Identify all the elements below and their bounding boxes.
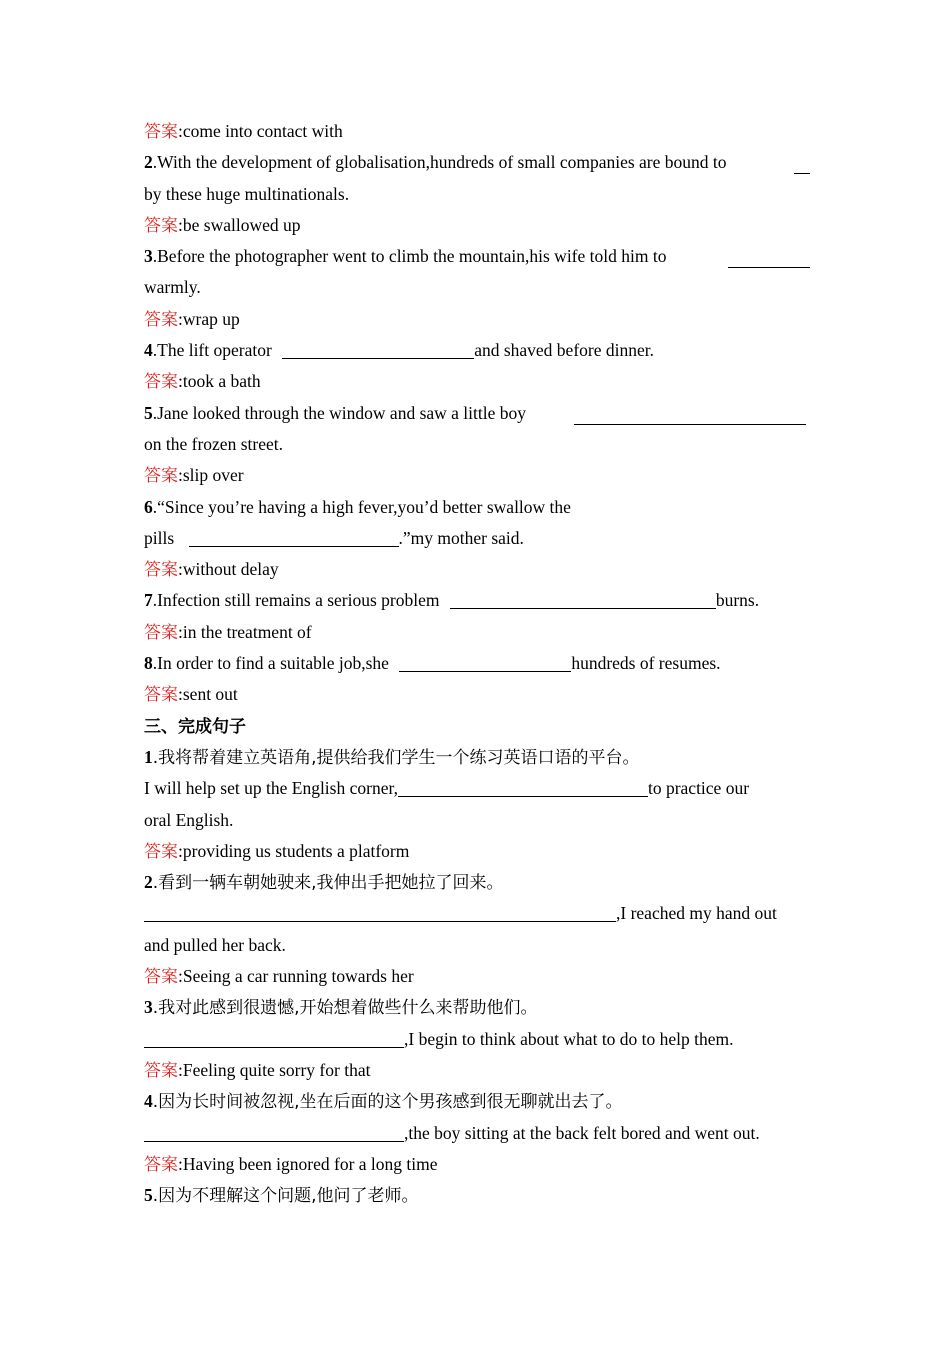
question-text: ,the boy sitting at the back felt bored and went out. xyxy=(404,1122,760,1143)
chinese-prompt: .因为不理解这个问题,他问了老师。 xyxy=(152,1186,419,1207)
worksheet-page xyxy=(144,116,810,1211)
question-number: 5 xyxy=(144,402,153,423)
question-number: 2 xyxy=(144,872,153,893)
question-number: 5 xyxy=(144,1185,153,1206)
question-text: .”my mother said. xyxy=(398,527,524,548)
question-text: by these huge multinationals. xyxy=(144,183,350,204)
answer-text: :Seeing a car running towards her xyxy=(178,966,414,987)
question-line xyxy=(144,272,810,303)
question-text: .Before the photographer went to climb the mountain,his wife told him to xyxy=(152,246,667,267)
question-text: burns. xyxy=(715,590,760,611)
question-text: warmly. xyxy=(144,277,201,298)
question-number: 6 xyxy=(144,496,153,517)
answer-text: :be swallowed up xyxy=(178,214,301,235)
answer-line xyxy=(144,304,810,335)
chinese-prompt: .看到一辆车朝她驶来,我伸出手把她拉了回来。 xyxy=(152,873,504,894)
sentence-prompt xyxy=(144,992,810,1023)
answer-text: :sent out xyxy=(178,684,238,705)
question-line xyxy=(144,429,810,460)
question-text: .The lift operator xyxy=(152,340,272,361)
question-text: to practice our xyxy=(647,778,750,799)
answer-line xyxy=(144,116,810,147)
question-text: .In order to find a suitable job,she xyxy=(152,653,389,674)
question-line xyxy=(144,585,810,616)
answer-label: 答案 xyxy=(144,967,178,988)
question-line xyxy=(144,898,810,929)
question-text: I will help set up the English corner, xyxy=(144,778,398,799)
answer-label: 答案 xyxy=(144,372,178,393)
answer-text: :come into contact with xyxy=(178,121,343,141)
section-heading xyxy=(144,711,810,742)
answer-label: 答案 xyxy=(144,122,178,142)
answer-line xyxy=(144,210,810,241)
fill-blank[interactable] xyxy=(144,1140,404,1142)
question-line xyxy=(144,241,810,272)
sentence-prompt xyxy=(144,742,810,773)
answer-label: 答案 xyxy=(144,560,178,581)
question-number: 7 xyxy=(144,590,153,611)
chinese-prompt: .因为长时间被忽视,坐在后面的这个男孩感到很无聊就出去了。 xyxy=(152,1092,623,1113)
question-line xyxy=(144,648,810,679)
fill-blank[interactable] xyxy=(574,423,806,425)
question-text: .Jane looked through the window and saw a little boy xyxy=(152,402,527,423)
answer-line xyxy=(144,554,810,585)
answer-text: :providing us students a platform xyxy=(178,840,410,861)
question-line xyxy=(144,1024,810,1055)
section-title: 三、完成句子 xyxy=(144,716,246,737)
question-line xyxy=(144,492,810,523)
question-text: and shaved before dinner. xyxy=(474,340,654,361)
fill-blank[interactable] xyxy=(398,795,648,797)
question-line xyxy=(144,930,810,961)
question-number: 4 xyxy=(144,340,153,361)
answer-line xyxy=(144,836,810,867)
answer-line xyxy=(144,961,810,992)
answer-label: 答案 xyxy=(144,1060,178,1081)
question-line xyxy=(144,805,810,836)
question-line xyxy=(144,773,810,804)
question-number: 4 xyxy=(144,1091,153,1112)
answer-line xyxy=(144,1149,810,1180)
question-line xyxy=(144,398,810,429)
answer-line xyxy=(144,460,810,491)
question-text: pills xyxy=(144,527,175,548)
question-number: 3 xyxy=(144,246,153,267)
answer-line xyxy=(144,1055,810,1086)
fill-blank[interactable] xyxy=(450,607,716,609)
question-line xyxy=(144,147,810,178)
question-text: .With the development of globalisation,hundreds of small companies are bound to xyxy=(152,152,727,173)
answer-line xyxy=(144,679,810,710)
fill-blank[interactable] xyxy=(728,266,810,268)
question-text: ,I reached my hand out xyxy=(616,903,777,924)
question-line xyxy=(144,179,810,210)
answer-text: :took a bath xyxy=(178,371,261,392)
question-number: 3 xyxy=(144,997,153,1018)
fill-blank[interactable] xyxy=(144,920,616,922)
answer-text: :in the treatment of xyxy=(178,621,312,642)
question-text: .Infection still remains a serious problem xyxy=(152,590,440,611)
answer-line xyxy=(144,617,810,648)
question-line xyxy=(144,523,810,554)
fill-blank[interactable] xyxy=(144,1046,404,1048)
fill-blank[interactable] xyxy=(189,545,399,547)
sentence-prompt xyxy=(144,1180,810,1211)
answer-text: :Feeling quite sorry for that xyxy=(178,1059,371,1080)
question-line xyxy=(144,1118,810,1149)
answer-label: 答案 xyxy=(144,466,178,487)
chinese-prompt: .我将帮着建立英语角,提供给我们学生一个练习英语口语的平台。 xyxy=(152,747,640,768)
question-text: ,I begin to think about what to do to help them. xyxy=(404,1028,734,1049)
question-text: on the frozen street. xyxy=(144,433,283,454)
question-text: and pulled her back. xyxy=(144,934,286,955)
fill-blank[interactable] xyxy=(282,357,474,359)
answer-label: 答案 xyxy=(144,685,178,706)
sentence-prompt xyxy=(144,867,810,898)
answer-text: :slip over xyxy=(178,465,244,486)
fill-blank[interactable] xyxy=(399,670,571,672)
answer-text: :Having been ignored for a long time xyxy=(178,1153,438,1174)
question-number: 2 xyxy=(144,152,153,173)
answer-label: 答案 xyxy=(144,1154,178,1175)
answer-label: 答案 xyxy=(144,622,178,643)
answer-text: :without delay xyxy=(178,559,279,580)
question-number: 1 xyxy=(144,746,153,767)
question-text: hundreds of resumes. xyxy=(571,653,721,674)
question-line xyxy=(144,335,810,366)
question-text: oral English. xyxy=(144,809,234,830)
answer-label: 答案 xyxy=(144,309,178,330)
answer-text: :wrap up xyxy=(178,308,240,329)
answer-line xyxy=(144,366,810,397)
fill-blank[interactable] xyxy=(794,172,810,174)
sentence-prompt xyxy=(144,1086,810,1117)
answer-label: 答案 xyxy=(144,841,178,862)
chinese-prompt: .我对此感到很遗憾,开始想着做些什么来帮助他们。 xyxy=(152,998,538,1019)
question-text: .“Since you’re having a high fever,you’d better swallow the xyxy=(152,496,571,517)
question-number: 8 xyxy=(144,653,153,674)
answer-label: 答案 xyxy=(144,215,178,236)
